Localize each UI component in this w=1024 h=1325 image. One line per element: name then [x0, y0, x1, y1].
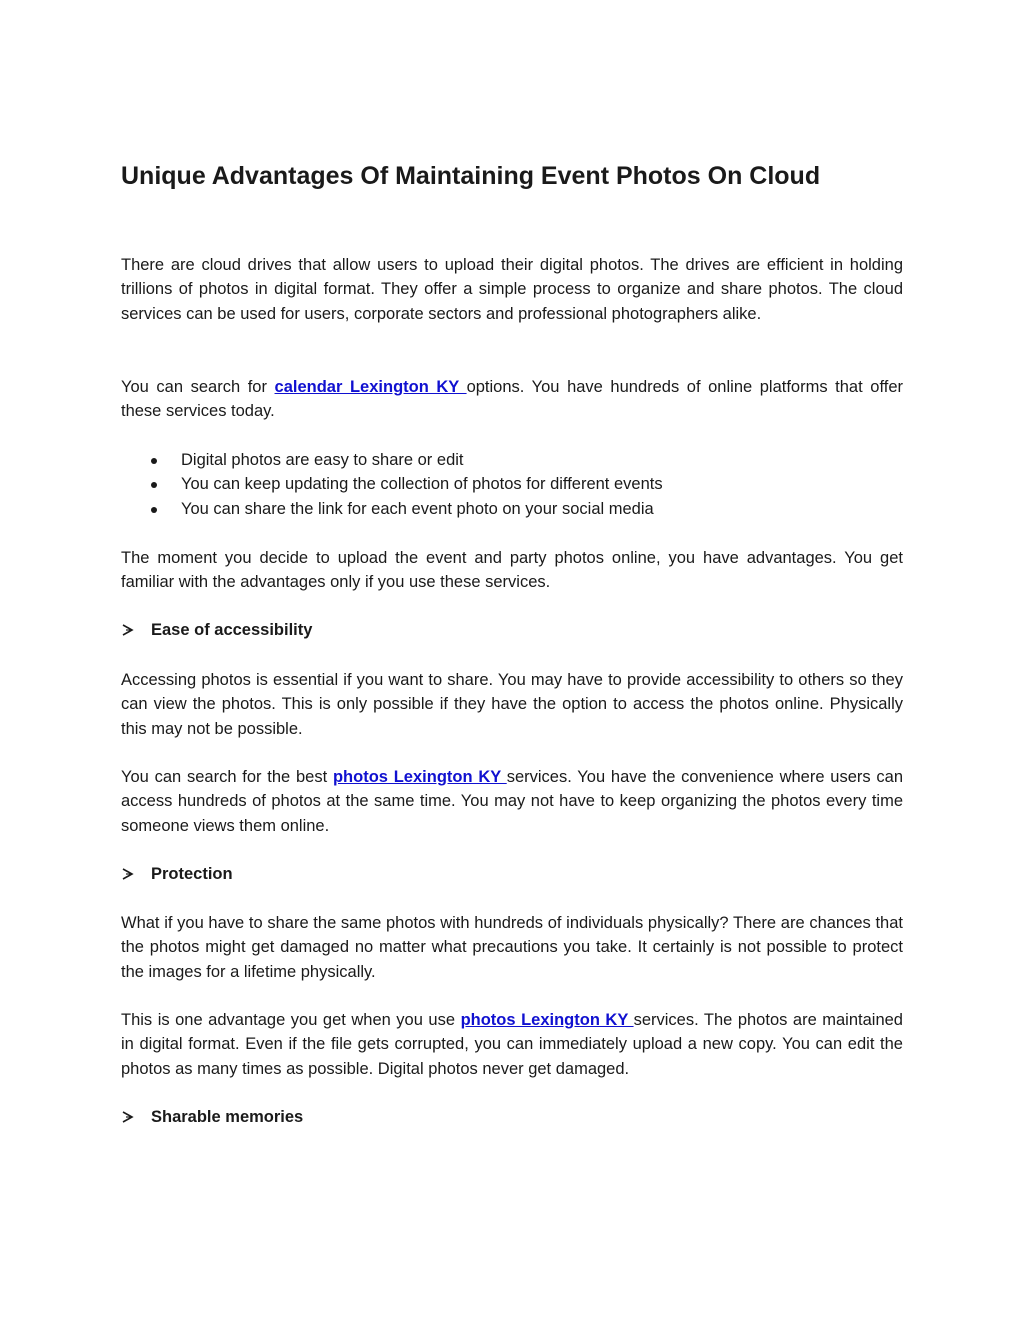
text-before-link: You can search for — [121, 378, 275, 396]
text-after-link: services. You have the convenience where users can access hundreds of photos at the same time. You may not have to keep organizing the photos every time someone views them online. — [121, 768, 903, 835]
list-item — [121, 448, 903, 472]
bullet-icon — [151, 458, 157, 464]
arrow-bullet-icon — [121, 868, 135, 880]
list-item-text: You can keep updating the collection of photos for different events — [181, 475, 663, 494]
text-before-link: You can search for the best — [121, 768, 333, 786]
list-item-text: Digital photos are easy to share or edit — [181, 451, 464, 469]
text-after-link: options. You have hundreds of online platforms that offer these services today. — [121, 378, 903, 421]
text-after-link: services. The photos are maintained in digital format. Even if the file gets corrupted, you can immediately upload a new copy. You can edit the photos as many times as possible. Digital photos never get damaged. — [121, 1011, 903, 1078]
search-paragraph — [121, 375, 903, 424]
section-heading-protection — [121, 862, 903, 886]
photos-lexington-link[interactable]: photos Lexington KY — [332, 768, 507, 786]
list-item — [121, 497, 903, 521]
section-heading-text: Ease of accessibility — [151, 621, 313, 639]
intro-paragraph: There are cloud drives that allow users to upload their digital photos. The drives are efficient in holding trillions of photos in digital format. They offer a simple process to organize and share photos. The cloud services can be used for users, corporate sectors and professional photographers alike. — [121, 256, 903, 323]
benefits-list — [121, 448, 903, 521]
best-photos-paragraph — [121, 765, 903, 838]
list-item-text: You can share the link for each event photo on your social media — [181, 499, 654, 518]
document-title: Unique Advantages Of Maintaining Event Photos On Cloud — [121, 162, 821, 190]
advantage-paragraph — [121, 1008, 903, 1081]
photos-lexington-link-2[interactable]: photos Lexington KY — [460, 1011, 634, 1029]
section-heading-text: Sharable memories — [151, 1108, 304, 1126]
bullet-icon — [151, 482, 157, 488]
section-heading-sharable — [121, 1105, 903, 1129]
advantages-paragraph: The moment you decide to upload the event and party photos online, you have advantages. You get familiar with the advantages only if you use these services. — [121, 549, 903, 592]
list-item — [121, 472, 903, 496]
section-heading-accessibility — [121, 618, 903, 642]
arrow-bullet-icon — [121, 624, 135, 636]
section-heading-text: Protection — [151, 865, 233, 883]
accessibility-paragraph: Accessing photos is essential if you want to share. You may have to provide accessibility to others so they can view the photos. This is only possible if they have the option to access the photos online. Physically this may not be possible. — [121, 671, 903, 738]
calendar-lexington-link[interactable]: calendar Lexington KY — [274, 378, 467, 396]
text-before-link: This is one advantage you get when you use — [121, 1011, 461, 1029]
protection-paragraph: What if you have to share the same photos with hundreds of individuals physically? There are chances that the photos might get damaged no matter what precautions you take. It certainly is not possible to protect the images for a lifetime physically. — [121, 914, 903, 981]
arrow-bullet-icon — [121, 1111, 135, 1123]
bullet-icon — [151, 507, 157, 513]
